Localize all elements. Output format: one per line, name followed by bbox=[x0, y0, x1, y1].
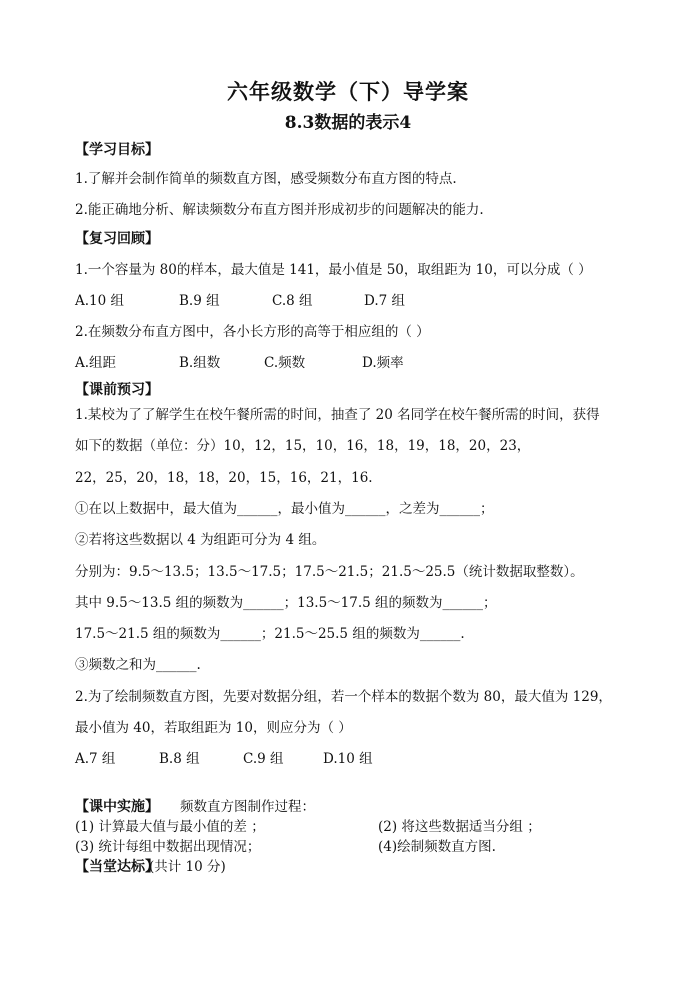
review-q2-option: B.组数 bbox=[179, 355, 221, 371]
preview-line: 2.为了绘制频数直方图，先要对数据分组，若一个样本的数据个数为 80，最大值为 129， bbox=[75, 689, 612, 705]
test-score-note: (共计 10 分) bbox=[149, 859, 226, 875]
review-q2-option: D.频率 bbox=[362, 355, 404, 371]
preview-line: ②若将这些数据以 4 为组距可分为 4 组。 bbox=[75, 532, 326, 548]
section-heading-inclass: 【课中实施】 bbox=[75, 799, 159, 815]
section-heading-preview: 【课前预习】 bbox=[75, 382, 159, 398]
preview-line: 分别为：9.5～13.5；13.5～17.5；17.5～21.5；21.5～25.5（统计数据取整数）。 bbox=[75, 564, 584, 580]
preview-line: 最小值为 40，若取组距为 10，则应分为（ ） bbox=[75, 720, 352, 736]
review-q2-option: A.组距 bbox=[75, 355, 117, 371]
preview-q2-option: B.8 组 bbox=[159, 751, 200, 767]
section-heading-review: 【复习回顾】 bbox=[75, 231, 159, 247]
preview-line: 如下的数据（单位：分）10，12，15，10，16，18，19，18，20，23， bbox=[75, 438, 531, 454]
preview-q2-option: D.10 组 bbox=[323, 751, 373, 767]
inclass-intro: 频数直方图制作过程： bbox=[180, 799, 315, 815]
preview-q2-option: A.7 组 bbox=[75, 751, 116, 767]
inclass-step: (3) 统计每组中数据出现情况； bbox=[75, 839, 261, 855]
section-heading-goals: 【学习目标】 bbox=[75, 142, 159, 158]
preview-line: 22，25，20，18，18，20，15，16，21，16. bbox=[75, 470, 373, 486]
inclass-step: (1) 计算最大值与最小值的差 ； bbox=[75, 819, 265, 835]
preview-line: 其中 9.5～13.5 组的频数为______；13.5～17.5 组的频数为______； bbox=[75, 595, 497, 611]
preview-line: ①在以上数据中，最大值为______，最小值为______，之差为______； bbox=[75, 501, 494, 517]
inclass-step: (2) 将这些数据适当分组 ； bbox=[378, 819, 541, 835]
inclass-step: (4)绘制频数直方图. bbox=[378, 839, 496, 855]
section-heading-test: 【当堂达标】 bbox=[75, 859, 159, 875]
preview-line: ③频数之和为______. bbox=[75, 657, 201, 673]
page-subtitle: 8.3数据的表示4 bbox=[284, 113, 412, 133]
review-q1-option: D.7 组 bbox=[364, 293, 406, 309]
review-question-2: 2.在频数分布直方图中，各小长方形的高等于相应组的（ ） bbox=[75, 324, 430, 340]
goal-item: 1.了解并会制作简单的频数直方图，感受频数分布直方图的特点. bbox=[75, 171, 457, 187]
review-q2-option: C.频数 bbox=[264, 355, 306, 371]
preview-q2-option: C.9 组 bbox=[243, 751, 284, 767]
preview-line: 17.5～21.5 组的频数为______；21.5～25.5 组的频数为______. bbox=[75, 626, 465, 642]
review-q1-option: C.8 组 bbox=[272, 293, 313, 309]
review-q1-option: B.9 组 bbox=[179, 293, 220, 309]
review-q1-option: A.10 组 bbox=[75, 293, 125, 309]
preview-line: 1.某校为了了解学生在校午餐所需的时间，抽查了 20 名同学在校午餐所需的时间，获得 bbox=[75, 407, 600, 423]
goal-item: 2.能正确地分析、解读频数分布直方图并形成初步的问题解决的能力. bbox=[75, 202, 484, 218]
page-title: 六年级数学（下）导学案 bbox=[227, 79, 469, 104]
review-question-1: 1.一个容量为 80的样本，最大值是 141，最小值是 50，取组距为 10，可以分成（ ） bbox=[75, 262, 592, 278]
